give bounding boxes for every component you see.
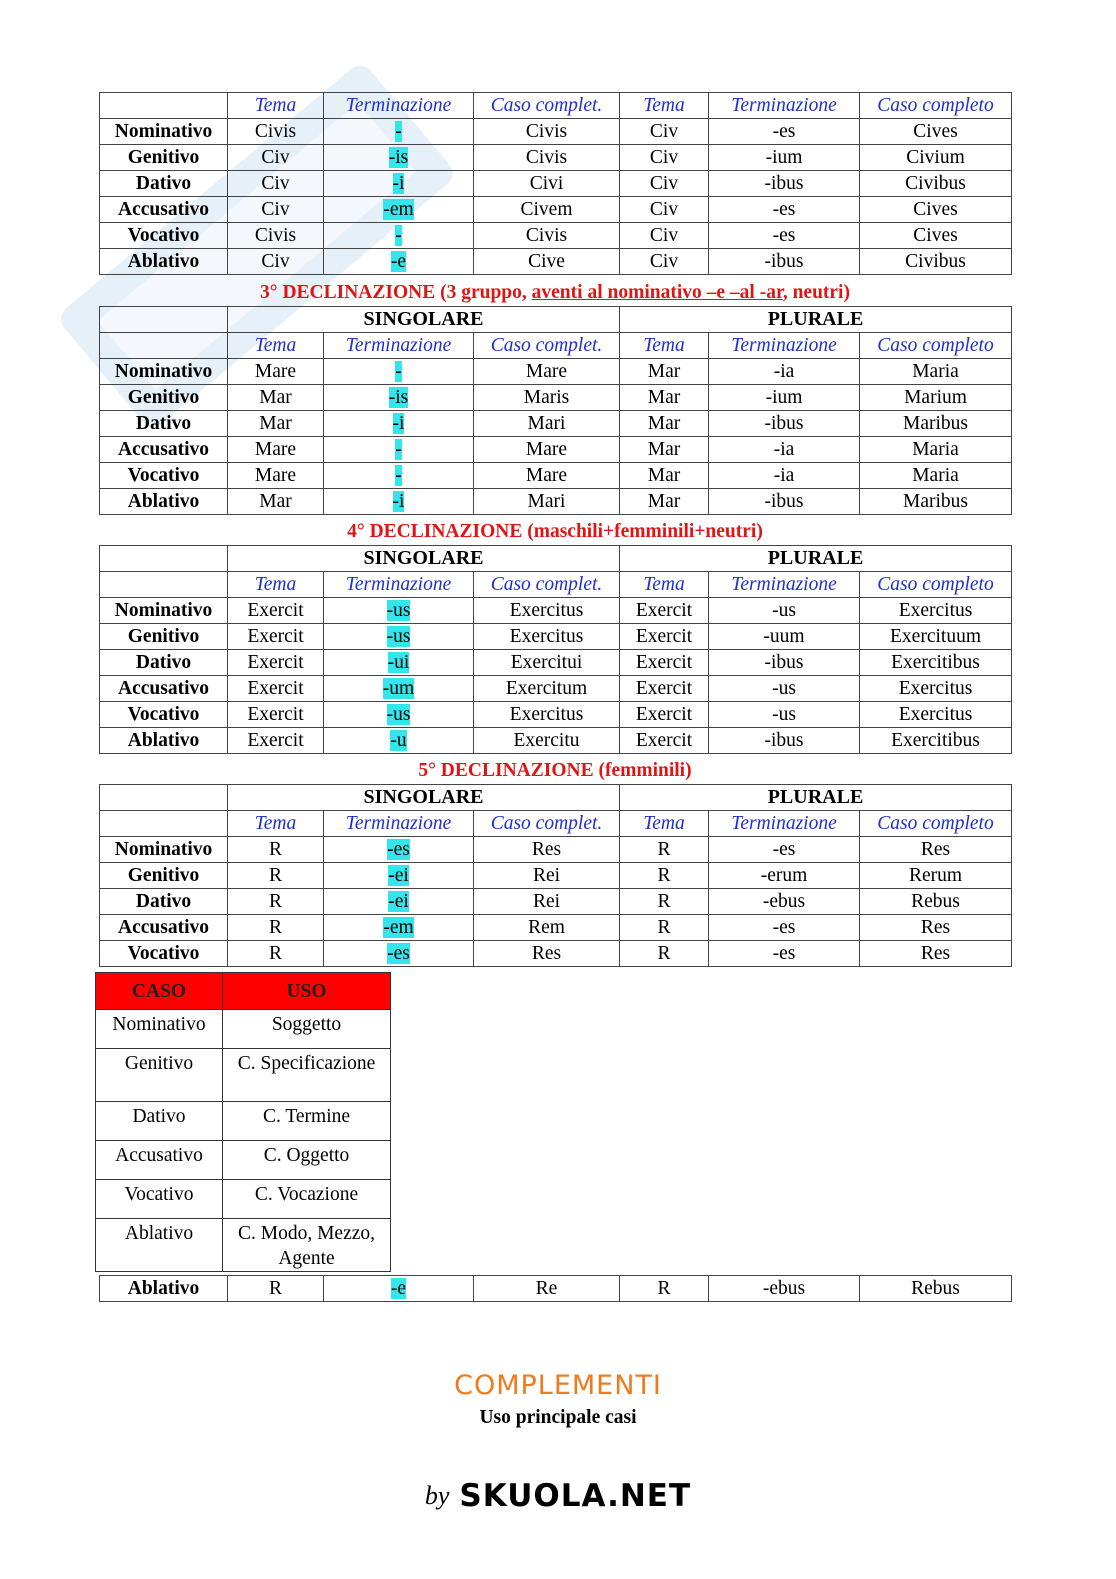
case-name: Dativo	[100, 411, 228, 437]
case-name: Dativo	[100, 650, 228, 676]
case-name: Genitivo	[100, 145, 228, 171]
table-row	[100, 171, 1012, 197]
singolare-header: SINGOLARE	[228, 785, 620, 811]
ending-cell: -ibus	[709, 489, 860, 515]
case-name: Dativo	[100, 889, 228, 915]
table-row	[100, 197, 1012, 223]
table-row	[100, 359, 1012, 385]
full-form-cell: Civis	[474, 145, 620, 171]
ending-highlight: -e	[390, 251, 407, 272]
full-form-cell: Civi	[474, 171, 620, 197]
ending-cell: -uum	[709, 624, 860, 650]
full-form-cell: Maribus	[860, 489, 1012, 515]
tema-cell: Exercit	[228, 676, 324, 702]
ending-cell	[324, 385, 474, 411]
tema-cell: R	[228, 915, 324, 941]
col-tema-header: Tema	[620, 93, 709, 119]
case-name: Nominativo	[100, 359, 228, 385]
tema-cell: R	[228, 1276, 324, 1302]
tema-cell: Civ	[620, 223, 709, 249]
table-row	[96, 1141, 391, 1180]
col-tema-header: Tema	[620, 811, 709, 837]
tema-cell: Civ	[620, 119, 709, 145]
ending-highlight: -ui	[387, 652, 410, 673]
ending-cell	[324, 437, 474, 463]
ending-cell	[324, 145, 474, 171]
full-form-cell: Exercitus	[474, 598, 620, 624]
tema-cell: Mar	[620, 411, 709, 437]
ending-cell	[324, 650, 474, 676]
case-name: Ablativo	[100, 489, 228, 515]
full-form-cell: Mare	[474, 437, 620, 463]
table-row	[100, 676, 1012, 702]
case-name: Accusativo	[100, 437, 228, 463]
table-row	[100, 863, 1012, 889]
full-form-cell: Mari	[474, 411, 620, 437]
ending-cell	[324, 624, 474, 650]
ending-cell: -es	[709, 941, 860, 967]
case-name: Genitivo	[100, 385, 228, 411]
col-tema-header: Tema	[620, 333, 709, 359]
tema-cell: Mar	[228, 411, 324, 437]
uso-case-name: Dativo	[96, 1102, 223, 1141]
ending-highlight: -es	[387, 943, 410, 964]
full-form-cell: Exercitus	[474, 702, 620, 728]
table-row	[96, 1180, 391, 1219]
tema-cell: Exercit	[228, 598, 324, 624]
ending-highlight: -is	[388, 147, 409, 168]
ending-cell: -es	[709, 223, 860, 249]
table-row	[100, 624, 1012, 650]
full-form-cell: Civis	[474, 223, 620, 249]
ending-cell	[324, 889, 474, 915]
ending-cell	[324, 119, 474, 145]
ending-highlight: -em	[383, 199, 414, 220]
uso-complement: C. Modo, Mezzo, Agente	[223, 1219, 391, 1272]
full-form-cell: Exercituum	[860, 624, 1012, 650]
tema-cell: R	[620, 941, 709, 967]
ending-highlight: -	[395, 465, 402, 486]
tema-cell: Exercit	[620, 650, 709, 676]
ending-cell: -ia	[709, 437, 860, 463]
full-form-cell: Cives	[860, 119, 1012, 145]
caso-header: CASO	[96, 973, 223, 1010]
full-form-cell: Exercitui	[474, 650, 620, 676]
ending-cell: -ibus	[709, 728, 860, 754]
full-form-cell: Maribus	[860, 411, 1012, 437]
ending-highlight: -i	[392, 491, 405, 512]
ending-cell: -ebus	[709, 1276, 860, 1302]
case-name: Ablativo	[100, 728, 228, 754]
col-caso-header: Caso completo	[860, 811, 1012, 837]
case-name: Vocativo	[100, 463, 228, 489]
ending-cell: -us	[709, 702, 860, 728]
tema-cell: Mar	[228, 489, 324, 515]
ending-cell: -ia	[709, 463, 860, 489]
ending-highlight: -es	[387, 839, 410, 860]
tema-cell: Exercit	[228, 702, 324, 728]
col-terminazione-header: Terminazione	[324, 811, 474, 837]
full-form-cell: Civium	[860, 145, 1012, 171]
tema-cell: Civ	[620, 145, 709, 171]
case-name: Vocativo	[100, 941, 228, 967]
table-row	[100, 728, 1012, 754]
ending-cell	[324, 463, 474, 489]
table-row	[100, 223, 1012, 249]
footer-by: by	[424, 1481, 450, 1510]
table-row	[100, 385, 1012, 411]
tema-cell: Exercit	[228, 650, 324, 676]
tema-cell: Exercit	[228, 624, 324, 650]
tema-cell: R	[620, 837, 709, 863]
ending-highlight: -um	[382, 678, 415, 699]
full-form-cell: Exercitum	[474, 676, 620, 702]
uso-case-name: Genitivo	[96, 1049, 223, 1102]
uso-complement: C. Termine	[223, 1102, 391, 1141]
ending-highlight: -ei	[388, 891, 409, 912]
col-terminazione-header: Terminazione	[709, 93, 860, 119]
uso-header: USO	[223, 973, 391, 1010]
header-row	[100, 811, 1012, 837]
table-row	[100, 119, 1012, 145]
ending-cell	[324, 1276, 474, 1302]
tema-cell: Civ	[228, 145, 324, 171]
ending-highlight: -	[395, 121, 402, 142]
full-form-cell: Mare	[474, 463, 620, 489]
tema-cell: R	[620, 915, 709, 941]
full-form-cell: Exercitibus	[860, 650, 1012, 676]
table-row	[96, 1049, 391, 1102]
ending-cell	[324, 359, 474, 385]
col-terminazione-header: Terminazione	[324, 333, 474, 359]
table-row	[100, 598, 1012, 624]
case-name: Dativo	[100, 171, 228, 197]
plurale-header: PLURALE	[620, 307, 1012, 333]
full-form-cell: Rebus	[860, 1276, 1012, 1302]
ending-cell: -ium	[709, 145, 860, 171]
table-row	[100, 915, 1012, 941]
full-form-cell: Exercitus	[474, 624, 620, 650]
col-tema-header: Tema	[620, 572, 709, 598]
ending-cell: -ium	[709, 385, 860, 411]
ending-cell: -ebus	[709, 889, 860, 915]
ending-highlight: -i	[392, 173, 405, 194]
tema-cell: Exercit	[620, 676, 709, 702]
case-name: Nominativo	[100, 837, 228, 863]
ending-cell	[324, 197, 474, 223]
declension-table-5-res-last-row	[99, 1275, 1012, 1302]
full-form-cell: Maria	[860, 359, 1012, 385]
group-header-row	[100, 785, 1012, 811]
full-form-cell: Res	[474, 837, 620, 863]
col-tema-header: Tema	[228, 93, 324, 119]
tema-cell: Exercit	[620, 728, 709, 754]
full-form-cell: Exercitus	[860, 598, 1012, 624]
ending-cell	[324, 249, 474, 275]
ending-highlight: -is	[388, 387, 409, 408]
tema-cell: Exercit	[228, 728, 324, 754]
uso-complement: C. Vocazione	[223, 1180, 391, 1219]
uso-complement: Soggetto	[223, 1010, 391, 1049]
table-row	[96, 1219, 391, 1272]
tema-cell: Civ	[228, 197, 324, 223]
ending-cell	[324, 223, 474, 249]
section-title-5-declinazione: 5° DECLINAZIONE (femminili)	[418, 760, 692, 781]
full-form-cell: Civem	[474, 197, 620, 223]
group-header-row	[100, 307, 1012, 333]
case-name: Ablativo	[100, 249, 228, 275]
table-row	[100, 1276, 1012, 1302]
case-name: Nominativo	[100, 119, 228, 145]
ending-cell	[324, 411, 474, 437]
tema-cell: Mare	[228, 359, 324, 385]
full-form-cell: Exercitibus	[860, 728, 1012, 754]
full-form-cell: Maris	[474, 385, 620, 411]
title-underlined-part: aventi al nominativo –e –al -ar	[531, 282, 783, 303]
ending-cell	[324, 489, 474, 515]
uso-complement: C. Oggetto	[223, 1141, 391, 1180]
tema-cell: Civ	[620, 171, 709, 197]
col-terminazione-header: Terminazione	[709, 333, 860, 359]
tema-cell: Mar	[228, 385, 324, 411]
col-caso-header: Caso completo	[860, 572, 1012, 598]
tema-cell: Civ	[620, 249, 709, 275]
table-row	[100, 145, 1012, 171]
table-row	[100, 650, 1012, 676]
section-title-3-declinazione	[99, 281, 1011, 305]
tema-cell: R	[228, 837, 324, 863]
ending-highlight: -	[395, 225, 402, 246]
col-caso-header: Caso complet.	[474, 93, 620, 119]
case-name: Genitivo	[100, 863, 228, 889]
singolare-header: SINGOLARE	[228, 546, 620, 572]
full-form-cell: Rei	[474, 863, 620, 889]
title-part: 3° DECLINAZIONE (3 gruppo,	[260, 282, 532, 303]
ending-cell: -es	[709, 837, 860, 863]
ending-highlight: -us	[386, 626, 411, 647]
full-form-cell: Maria	[860, 463, 1012, 489]
tema-cell: Civ	[228, 171, 324, 197]
full-form-cell: Maria	[860, 437, 1012, 463]
uso-complement: C. Specificazione	[223, 1049, 391, 1102]
full-form-cell: Res	[860, 915, 1012, 941]
table-row	[100, 489, 1012, 515]
col-tema-header: Tema	[228, 811, 324, 837]
header-row	[100, 333, 1012, 359]
uso-case-name: Vocativo	[96, 1180, 223, 1219]
ending-highlight: -	[395, 361, 402, 382]
case-name: Vocativo	[100, 702, 228, 728]
full-form-cell: Exercitu	[474, 728, 620, 754]
plurale-header: PLURALE	[620, 546, 1012, 572]
tema-cell: Mar	[620, 359, 709, 385]
ending-cell: -ia	[709, 359, 860, 385]
table-row	[96, 1102, 391, 1141]
full-form-cell: Rebus	[860, 889, 1012, 915]
header-row	[100, 572, 1012, 598]
title-part: , neutri)	[782, 282, 850, 303]
full-form-cell: Cive	[474, 249, 620, 275]
ending-cell	[324, 171, 474, 197]
full-form-cell: Civibus	[860, 249, 1012, 275]
full-form-cell: Exercitus	[860, 676, 1012, 702]
full-form-cell: Civibus	[860, 171, 1012, 197]
case-name: Accusativo	[100, 197, 228, 223]
col-tema-header: Tema	[228, 572, 324, 598]
plurale-header: PLURALE	[620, 785, 1012, 811]
tema-cell: Exercit	[620, 598, 709, 624]
section-title-4-declinazione: 4° DECLINAZIONE (maschili+femminili+neutri)	[347, 521, 763, 542]
tema-cell: Civ	[620, 197, 709, 223]
declension-table-4-exercitus	[99, 545, 1012, 754]
group-header-row	[100, 546, 1012, 572]
tema-cell: R	[620, 889, 709, 915]
complementi-heading: COMPLEMENTI	[454, 1370, 662, 1401]
ending-highlight: -e	[390, 1278, 407, 1299]
full-form-cell: Res	[474, 941, 620, 967]
col-caso-header: Caso completo	[860, 93, 1012, 119]
case-name: Accusativo	[100, 676, 228, 702]
singolare-header: SINGOLARE	[228, 307, 620, 333]
full-form-cell: Res	[860, 941, 1012, 967]
ending-cell	[324, 915, 474, 941]
tema-cell: Mar	[620, 437, 709, 463]
tema-cell: Mar	[620, 385, 709, 411]
ending-cell: -us	[709, 598, 860, 624]
full-form-cell: Marium	[860, 385, 1012, 411]
col-terminazione-header: Terminazione	[324, 93, 474, 119]
full-form-cell: Civis	[474, 119, 620, 145]
table-row	[100, 889, 1012, 915]
col-terminazione-header: Terminazione	[709, 811, 860, 837]
ending-cell: -erum	[709, 863, 860, 889]
table-row	[100, 463, 1012, 489]
ending-highlight: -i	[392, 413, 405, 434]
table-row	[100, 941, 1012, 967]
declension-table-5-res	[99, 784, 1012, 967]
uso-casi-table	[95, 972, 391, 1272]
table-row	[100, 437, 1012, 463]
ending-highlight: -u	[390, 730, 407, 751]
tema-cell: Exercit	[620, 702, 709, 728]
table-row	[100, 702, 1012, 728]
full-form-cell: Rei	[474, 889, 620, 915]
full-form-cell: Res	[860, 837, 1012, 863]
ending-cell	[324, 598, 474, 624]
col-caso-header: Caso complet.	[474, 333, 620, 359]
uso-case-name: Accusativo	[96, 1141, 223, 1180]
header-row	[100, 93, 1012, 119]
ending-highlight: -em	[383, 917, 414, 938]
ending-highlight: -ei	[388, 865, 409, 886]
full-form-cell: Mari	[474, 489, 620, 515]
full-form-cell: Exercitus	[860, 702, 1012, 728]
ending-cell: -es	[709, 915, 860, 941]
complementi-subtitle: Uso principale casi	[479, 1407, 637, 1428]
ending-cell: -es	[709, 119, 860, 145]
tema-cell: Mare	[228, 463, 324, 489]
tema-cell: R	[228, 889, 324, 915]
uso-case-name: Nominativo	[96, 1010, 223, 1049]
full-form-cell: Cives	[860, 223, 1012, 249]
ending-cell	[324, 702, 474, 728]
ending-highlight: -us	[386, 704, 411, 725]
tema-cell: Civis	[228, 119, 324, 145]
tema-cell: Civ	[228, 249, 324, 275]
col-caso-header: Caso complet.	[474, 572, 620, 598]
table-row	[100, 249, 1012, 275]
uso-case-name: Ablativo	[96, 1219, 223, 1272]
col-tema-header: Tema	[228, 333, 324, 359]
case-name: Nominativo	[100, 598, 228, 624]
footer	[0, 1478, 1116, 1514]
tema-cell: Mar	[620, 489, 709, 515]
tema-cell: R	[228, 863, 324, 889]
full-form-cell: Cives	[860, 197, 1012, 223]
tema-cell: Exercit	[620, 624, 709, 650]
ending-cell: -es	[709, 197, 860, 223]
case-name: Accusativo	[100, 915, 228, 941]
tema-cell: Mar	[620, 463, 709, 489]
col-caso-header: Caso complet.	[474, 811, 620, 837]
ending-cell: -ibus	[709, 249, 860, 275]
tema-cell: Civis	[228, 223, 324, 249]
ending-highlight: -	[395, 439, 402, 460]
tema-cell: R	[620, 1276, 709, 1302]
table-row	[100, 411, 1012, 437]
ending-cell	[324, 941, 474, 967]
col-terminazione-header: Terminazione	[324, 572, 474, 598]
table-row	[96, 1010, 391, 1049]
col-terminazione-header: Terminazione	[709, 572, 860, 598]
ending-highlight: -us	[386, 600, 411, 621]
ending-cell	[324, 728, 474, 754]
col-caso-header: Caso completo	[860, 333, 1012, 359]
full-form-cell: Rerum	[860, 863, 1012, 889]
ending-cell	[324, 676, 474, 702]
ending-cell: -us	[709, 676, 860, 702]
skuola-net-logo: SKUOLA.NET	[459, 1478, 692, 1514]
tema-cell: R	[228, 941, 324, 967]
table-row	[100, 837, 1012, 863]
ending-cell	[324, 863, 474, 889]
full-form-cell: Mare	[474, 359, 620, 385]
tema-cell: Mare	[228, 437, 324, 463]
uso-header-row	[96, 973, 391, 1010]
case-name: Vocativo	[100, 223, 228, 249]
ending-cell: -ibus	[709, 650, 860, 676]
full-form-cell: Rem	[474, 915, 620, 941]
tema-cell: R	[620, 863, 709, 889]
ending-cell	[324, 837, 474, 863]
ending-cell: -ibus	[709, 411, 860, 437]
declension-table-3-mare	[99, 306, 1012, 515]
ending-cell: -ibus	[709, 171, 860, 197]
case-name: Genitivo	[100, 624, 228, 650]
declension-table-3-civis	[99, 92, 1012, 275]
full-form-cell: Re	[474, 1276, 620, 1302]
case-name: Ablativo	[100, 1276, 228, 1302]
